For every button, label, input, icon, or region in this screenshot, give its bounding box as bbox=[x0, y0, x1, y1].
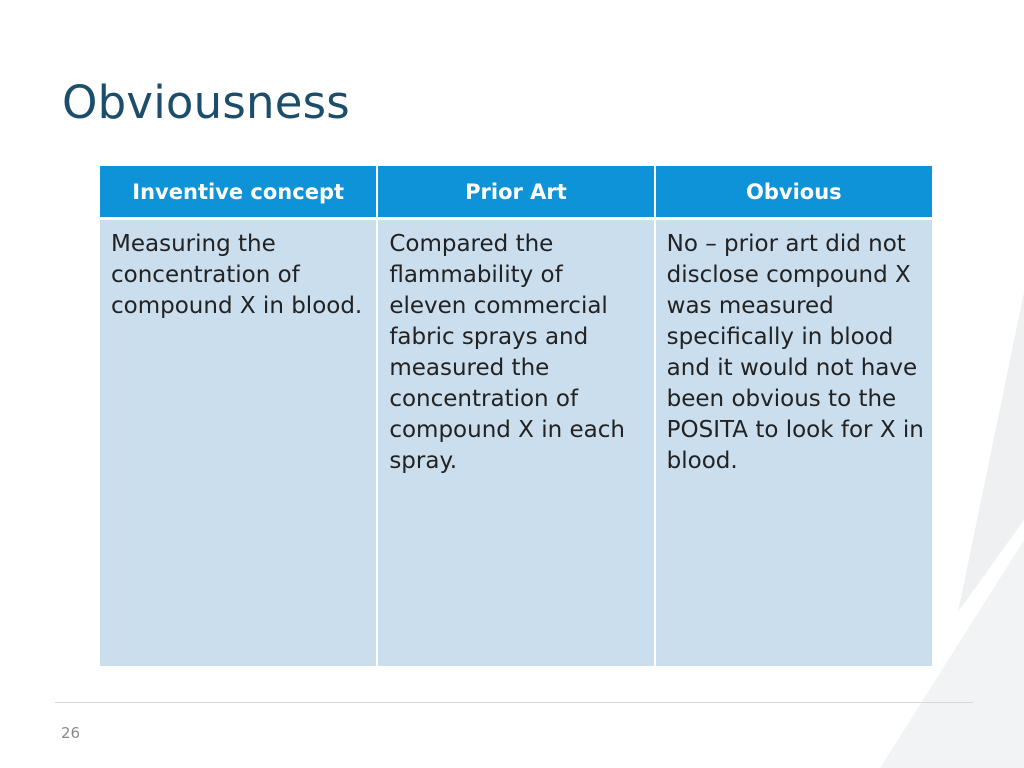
table-header-row bbox=[100, 166, 932, 219]
slide-number: 26 bbox=[61, 724, 81, 742]
cell-inventive-concept: Measuring the concentration of compound X in blood. bbox=[100, 219, 377, 667]
cell-obvious: No – prior art did not disclose compound X was measured specifically in blood and it would not have been obvious to the POSITA to look for X in blood. bbox=[655, 219, 932, 667]
footer-divider bbox=[55, 702, 973, 703]
header-inventive-concept: Inventive concept bbox=[100, 166, 377, 219]
slide-title: Obviousness bbox=[62, 76, 350, 129]
table-row bbox=[100, 219, 932, 667]
cell-prior-art: Compared the flammability of eleven commercial fabric sprays and measured the concentration of compound X in each spray. bbox=[377, 219, 654, 667]
header-prior-art: Prior Art bbox=[377, 166, 654, 219]
header-obvious: Obvious bbox=[655, 166, 932, 219]
comparison-table bbox=[100, 166, 932, 666]
